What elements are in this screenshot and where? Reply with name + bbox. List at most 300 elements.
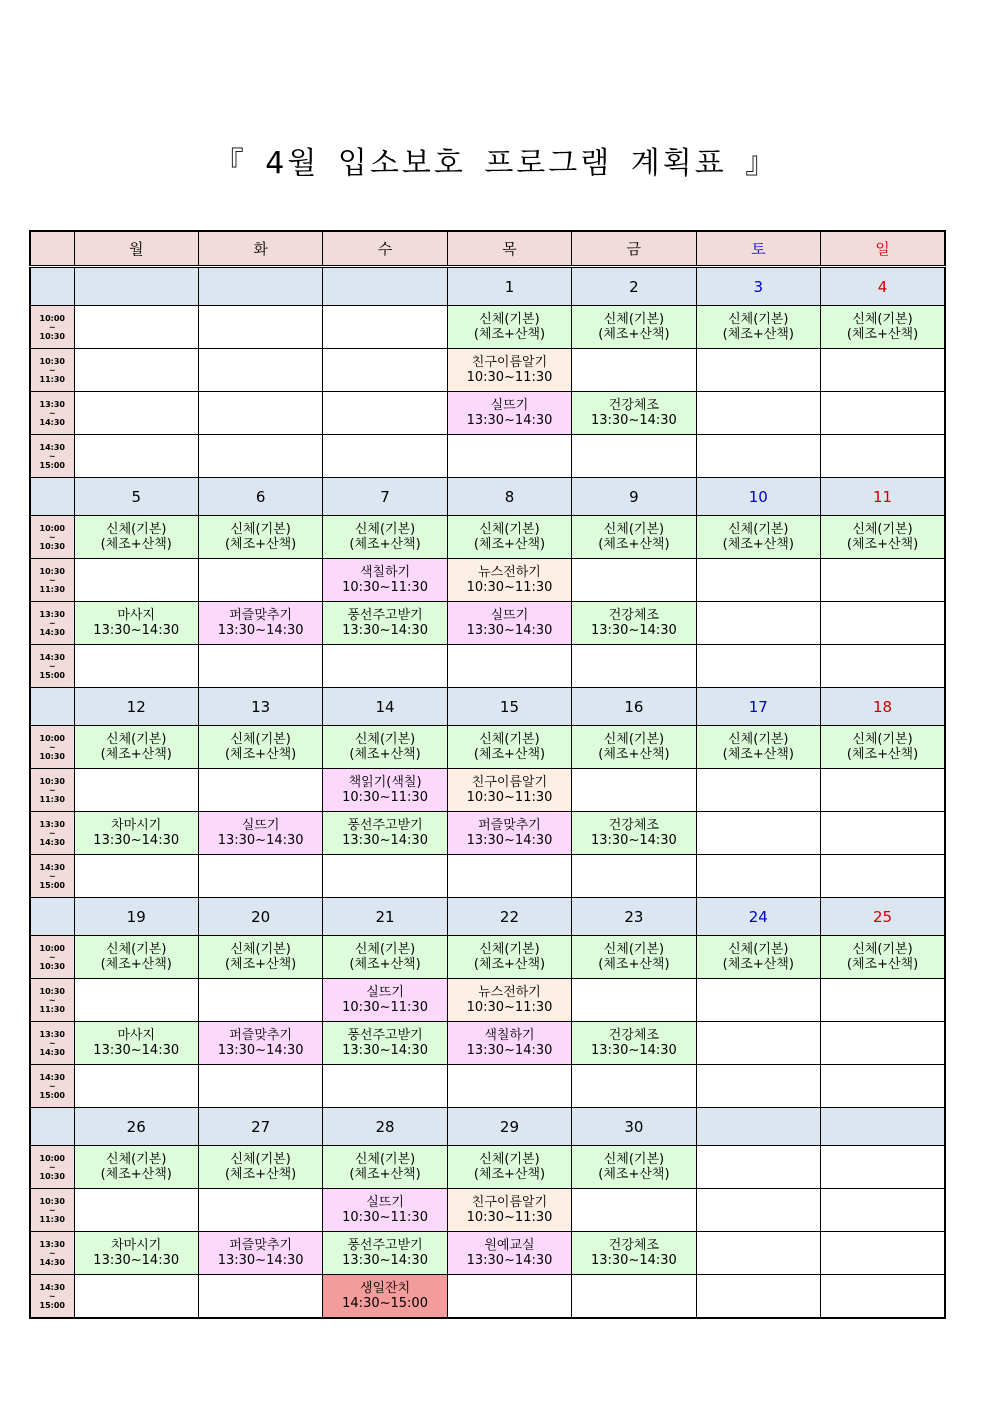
date-row	[30, 478, 945, 516]
date-row	[30, 267, 945, 306]
activity-name: 신체(기본)	[728, 732, 789, 747]
activity-detail: (체조+산책)	[100, 1167, 172, 1182]
empty-cell	[323, 349, 447, 392]
date-cell: 17	[696, 688, 820, 726]
time-slot-label-line: 10:30	[39, 1171, 65, 1181]
time-slot-label-line: 11:30	[39, 1214, 65, 1224]
activity-name: 건강체조	[608, 608, 660, 623]
empty-cell	[696, 1275, 820, 1319]
time-slot-row	[30, 435, 945, 478]
weekday-header-0: 월	[74, 231, 198, 267]
activity-name: 차마시기	[111, 818, 162, 833]
activity-detail: (체조+산책)	[224, 957, 297, 972]
activity-detail: (체조+산책)	[473, 537, 546, 552]
time-slot-label-line: 14:30	[39, 1257, 65, 1267]
time-slot-label	[30, 306, 74, 349]
activity-cell	[696, 516, 820, 559]
time-slot-label-line: ~	[48, 618, 56, 628]
activity-cell	[572, 936, 696, 979]
empty-cell	[447, 435, 571, 478]
date-cell	[198, 267, 322, 306]
activity-detail: 13:30~14:30	[466, 833, 553, 848]
activity-name: 신체(기본)	[479, 732, 540, 747]
activity-detail: 10:30~11:30	[466, 370, 553, 385]
time-slot-row	[30, 1189, 945, 1232]
activity-detail: (체조+산책)	[722, 747, 794, 762]
time-slot-label	[30, 435, 74, 478]
activity-cell	[572, 306, 696, 349]
activity-name: 신체(기본)	[479, 942, 540, 957]
activity-name: 실뜨기	[241, 818, 280, 833]
time-slot-row	[30, 979, 945, 1022]
activity-name: 풍선주고받기	[347, 1028, 423, 1043]
activity-name: 실뜨기	[366, 985, 404, 1000]
date-cell	[323, 267, 447, 306]
activity-detail: 13:30~14:30	[93, 833, 180, 848]
activity-name: 차마시기	[111, 1238, 162, 1253]
activity-name: 책읽기(색칠)	[348, 775, 422, 790]
date-cell: 1	[447, 267, 571, 306]
activity-name: 신체(기본)	[230, 942, 291, 957]
date-cell: 25	[821, 898, 945, 936]
time-slot-label-line: 10:30	[39, 986, 65, 996]
activity-name: 신체(기본)	[354, 1152, 416, 1167]
empty-cell	[198, 769, 322, 812]
empty-cell	[74, 1189, 198, 1232]
weekday-header-3: 목	[447, 231, 571, 267]
activity-detail: 10:30~11:30	[466, 1210, 553, 1225]
empty-cell	[198, 392, 322, 435]
date-row-corner	[30, 478, 74, 516]
empty-cell	[572, 769, 696, 812]
activity-cell	[572, 1232, 696, 1275]
activity-name: 건강체조	[608, 818, 660, 833]
empty-cell	[198, 435, 322, 478]
date-cell: 9	[572, 478, 696, 516]
time-slot-label	[30, 1275, 74, 1319]
time-slot-label-line: 14:30	[39, 417, 65, 427]
time-slot-label	[30, 602, 74, 645]
activity-detail: 10:30~11:30	[342, 1000, 428, 1015]
activity-name: 신체(기본)	[106, 1152, 167, 1167]
time-slot-label	[30, 645, 74, 688]
time-slot-row	[30, 349, 945, 392]
time-slot-label-line: 14:30	[39, 1072, 65, 1082]
activity-detail: (체조+산책)	[100, 747, 172, 762]
empty-cell	[198, 559, 322, 602]
activity-detail: (체조+산책)	[598, 537, 670, 552]
activity-detail: 10:30~11:30	[342, 1210, 428, 1225]
activity-detail: 13:30~14:30	[590, 1043, 677, 1058]
time-slot-label-line: ~	[48, 408, 56, 418]
date-row-corner	[30, 688, 74, 726]
date-cell: 23	[572, 898, 696, 936]
time-slot-label-line: ~	[48, 1038, 56, 1048]
empty-cell	[572, 1065, 696, 1108]
time-slot-label-line: 14:30	[39, 627, 65, 637]
empty-cell	[821, 855, 945, 898]
activity-cell	[198, 726, 322, 769]
activity-cell	[323, 1146, 447, 1189]
time-slot-label-line: 10:30	[39, 566, 65, 576]
activity-detail: 13:30~14:30	[590, 413, 677, 428]
empty-cell	[74, 392, 198, 435]
date-cell: 3	[696, 267, 820, 306]
activity-detail: 13:30~14:30	[342, 833, 428, 848]
date-row-corner	[30, 1108, 74, 1146]
activity-cell	[323, 1189, 447, 1232]
activity-name: 신체(기본)	[479, 1152, 540, 1167]
activity-cell	[323, 726, 447, 769]
time-slot-label-line: ~	[48, 661, 56, 671]
time-slot-row	[30, 559, 945, 602]
activity-cell	[198, 1146, 322, 1189]
activity-cell	[323, 602, 447, 645]
activity-name: 신체(기본)	[728, 942, 789, 957]
empty-cell	[74, 1065, 198, 1108]
time-slot-label-line: ~	[48, 952, 56, 962]
empty-cell	[696, 559, 820, 602]
activity-cell	[323, 979, 447, 1022]
activity-detail: (체조+산책)	[100, 957, 172, 972]
empty-cell	[74, 559, 198, 602]
time-slot-row	[30, 855, 945, 898]
activity-cell	[447, 769, 571, 812]
activity-cell	[74, 516, 198, 559]
time-slot-row	[30, 392, 945, 435]
activity-cell	[323, 812, 447, 855]
date-row	[30, 1108, 945, 1146]
activity-cell	[696, 726, 820, 769]
activity-cell	[447, 936, 571, 979]
time-slot-label	[30, 392, 74, 435]
time-slot-row	[30, 726, 945, 769]
date-cell: 26	[74, 1108, 198, 1146]
date-cell: 15	[447, 688, 571, 726]
activity-name: 원예교실	[484, 1238, 535, 1253]
empty-cell	[821, 979, 945, 1022]
empty-cell	[696, 1232, 820, 1275]
time-slot-label-line: 14:30	[39, 1047, 65, 1057]
activity-detail: 13:30~14:30	[217, 623, 304, 638]
activity-name: 마사지	[117, 608, 156, 623]
activity-cell	[323, 769, 447, 812]
activity-name: 신체(기본)	[852, 522, 913, 537]
activity-name: 퍼즐맞추기	[478, 818, 541, 833]
activity-cell	[323, 1232, 447, 1275]
time-slot-label-line: 10:30	[39, 541, 65, 551]
activity-detail: (체조+산책)	[224, 747, 297, 762]
activity-cell	[572, 812, 696, 855]
time-slot-label	[30, 726, 74, 769]
time-slot-label	[30, 349, 74, 392]
activity-name: 신체(기본)	[230, 522, 291, 537]
time-slot-label	[30, 812, 74, 855]
empty-cell	[447, 855, 571, 898]
time-slot-row	[30, 306, 945, 349]
time-slot-label-line: ~	[48, 785, 56, 795]
empty-cell	[323, 1065, 447, 1108]
activity-name: 퍼즐맞추기	[229, 1238, 293, 1253]
activity-name: 신체(기본)	[354, 942, 416, 957]
activity-detail: 13:30~14:30	[590, 1253, 677, 1268]
activity-name: 뉴스전하기	[478, 565, 541, 580]
activity-cell	[74, 1232, 198, 1275]
date-cell: 13	[198, 688, 322, 726]
activity-name: 신체(기본)	[603, 732, 665, 747]
activity-detail: 13:30~14:30	[342, 1253, 428, 1268]
empty-cell	[696, 979, 820, 1022]
empty-cell	[74, 645, 198, 688]
activity-name: 신체(기본)	[106, 732, 167, 747]
date-cell: 2	[572, 267, 696, 306]
date-cell: 19	[74, 898, 198, 936]
activity-detail: 13:30~14:30	[93, 623, 180, 638]
time-slot-label-line: 15:00	[39, 460, 65, 470]
activity-detail: 13:30~14:30	[466, 1253, 553, 1268]
date-cell: 7	[323, 478, 447, 516]
empty-cell	[447, 645, 571, 688]
time-slot-label-line: 15:00	[39, 880, 65, 890]
time-slot-label-line: 13:30	[39, 1239, 65, 1249]
activity-cell	[74, 726, 198, 769]
empty-cell	[696, 349, 820, 392]
activity-name: 신체(기본)	[852, 732, 913, 747]
time-slot-label-line: ~	[48, 1205, 56, 1215]
empty-cell	[696, 1065, 820, 1108]
activity-detail: 10:30~11:30	[342, 790, 428, 805]
date-cell: 21	[323, 898, 447, 936]
time-slot-label-line: ~	[48, 575, 56, 585]
page-title: 『 4월 입소보호 프로그램 계획표 』	[213, 146, 779, 181]
time-slot-label-line: 13:30	[39, 399, 65, 409]
activity-name: 건강체조	[608, 1028, 660, 1043]
empty-cell	[74, 306, 198, 349]
activity-detail: 13:30~14:30	[466, 1043, 553, 1058]
time-slot-label-line: 15:00	[39, 1300, 65, 1310]
date-row-corner	[30, 898, 74, 936]
activity-name: 신체(기본)	[106, 942, 167, 957]
empty-cell	[447, 1065, 571, 1108]
empty-cell	[696, 855, 820, 898]
date-cell	[696, 1108, 820, 1146]
date-cell	[74, 267, 198, 306]
activity-detail: (체조+산책)	[224, 1167, 297, 1182]
activity-cell	[74, 1022, 198, 1065]
time-slot-label-line: 10:00	[39, 313, 65, 323]
time-slot-label	[30, 1232, 74, 1275]
empty-cell	[821, 1275, 945, 1319]
time-slot-label-line: ~	[48, 1081, 56, 1091]
time-slot-label-line: ~	[48, 322, 56, 332]
activity-name: 신체(기본)	[603, 942, 665, 957]
activity-detail: (체조+산책)	[846, 537, 919, 552]
activity-cell	[447, 516, 571, 559]
empty-cell	[323, 392, 447, 435]
date-cell	[821, 1108, 945, 1146]
activity-cell	[447, 349, 571, 392]
empty-cell	[821, 349, 945, 392]
activity-detail: (체조+산책)	[598, 957, 670, 972]
activity-name: 실뜨기	[366, 1195, 404, 1210]
empty-cell	[821, 1065, 945, 1108]
activity-name: 신체(기본)	[728, 522, 789, 537]
activity-name: 신체(기본)	[479, 312, 540, 327]
activity-detail: 13:30~14:30	[466, 623, 553, 638]
time-slot-label-line: 13:30	[39, 609, 65, 619]
activity-detail: 14:30~15:00	[342, 1296, 428, 1311]
empty-cell	[74, 349, 198, 392]
empty-cell	[696, 602, 820, 645]
activity-detail: 13:30~14:30	[590, 623, 677, 638]
time-slot-label-line: 15:00	[39, 670, 65, 680]
time-slot-label	[30, 1146, 74, 1189]
time-slot-label-line: 10:00	[39, 733, 65, 743]
empty-cell	[821, 1022, 945, 1065]
date-cell: 11	[821, 478, 945, 516]
date-row	[30, 898, 945, 936]
empty-cell	[74, 435, 198, 478]
time-slot-label-line: 14:30	[39, 1282, 65, 1292]
activity-detail: (체조+산책)	[722, 537, 794, 552]
activity-cell	[74, 812, 198, 855]
time-slot-label	[30, 516, 74, 559]
date-cell: 6	[198, 478, 322, 516]
time-slot-row	[30, 1065, 945, 1108]
time-slot-label	[30, 1065, 74, 1108]
activity-cell	[198, 812, 322, 855]
time-slot-label-line: 10:00	[39, 1153, 65, 1163]
time-slot-label-line: 10:30	[39, 1196, 65, 1206]
activity-detail: (체조+산책)	[846, 747, 919, 762]
empty-cell	[696, 769, 820, 812]
activity-detail: 13:30~14:30	[93, 1043, 180, 1058]
activity-name: 풍선주고받기	[347, 608, 423, 623]
activity-cell	[323, 936, 447, 979]
activity-cell	[447, 1022, 571, 1065]
activity-cell	[323, 1275, 447, 1319]
empty-cell	[821, 769, 945, 812]
empty-cell	[323, 435, 447, 478]
date-cell: 10	[696, 478, 820, 516]
weekday-header-row	[30, 231, 945, 267]
empty-cell	[821, 392, 945, 435]
empty-cell	[696, 435, 820, 478]
time-slot-label-line: ~	[48, 995, 56, 1005]
time-slot-label-line: 10:30	[39, 961, 65, 971]
time-slot-label-line: 14:30	[39, 442, 65, 452]
activity-cell	[198, 1232, 322, 1275]
empty-cell	[696, 812, 820, 855]
empty-cell	[572, 855, 696, 898]
date-cell: 30	[572, 1108, 696, 1146]
date-row	[30, 688, 945, 726]
time-slot-label-line: ~	[48, 365, 56, 375]
empty-cell	[198, 855, 322, 898]
activity-name: 신체(기본)	[603, 1152, 665, 1167]
time-slot-row	[30, 602, 945, 645]
empty-cell	[572, 645, 696, 688]
activity-detail: (체조+산책)	[473, 327, 546, 342]
empty-cell	[198, 1275, 322, 1319]
time-slot-label-line: 13:30	[39, 1029, 65, 1039]
activity-detail: (체조+산책)	[846, 327, 919, 342]
weekday-header-6: 일	[821, 231, 945, 267]
activity-cell	[323, 516, 447, 559]
activity-detail: (체조+산책)	[349, 957, 421, 972]
activity-detail: 13:30~14:30	[342, 1043, 428, 1058]
weekday-header-5: 토	[696, 231, 820, 267]
activity-name: 건강체조	[608, 1238, 660, 1253]
activity-cell	[74, 602, 198, 645]
empty-cell	[821, 602, 945, 645]
time-slot-label-line: ~	[48, 828, 56, 838]
empty-cell	[74, 855, 198, 898]
activity-detail: (체조+산책)	[349, 747, 421, 762]
activity-detail: (체조+산책)	[224, 537, 297, 552]
empty-cell	[821, 812, 945, 855]
date-cell: 5	[74, 478, 198, 516]
activity-cell	[572, 1022, 696, 1065]
time-slot-row	[30, 1275, 945, 1319]
date-cell: 20	[198, 898, 322, 936]
activity-cell	[74, 936, 198, 979]
activity-name: 신체(기본)	[603, 522, 665, 537]
activity-name: 친구이름알기	[471, 1195, 548, 1210]
time-slot-label	[30, 855, 74, 898]
time-slot-label-line: 10:30	[39, 356, 65, 366]
time-slot-label	[30, 936, 74, 979]
activity-name: 신체(기본)	[852, 942, 913, 957]
empty-cell	[821, 435, 945, 478]
date-cell: 22	[447, 898, 571, 936]
time-slot-row	[30, 645, 945, 688]
empty-cell	[74, 979, 198, 1022]
activity-name: 신체(기본)	[603, 312, 665, 327]
time-slot-label	[30, 769, 74, 812]
activity-cell	[198, 1022, 322, 1065]
time-slot-row	[30, 1146, 945, 1189]
empty-cell	[572, 559, 696, 602]
date-cell: 29	[447, 1108, 571, 1146]
activity-cell	[572, 392, 696, 435]
time-slot-row	[30, 812, 945, 855]
activity-name: 신체(기본)	[354, 732, 416, 747]
empty-cell	[323, 645, 447, 688]
date-cell: 12	[74, 688, 198, 726]
empty-cell	[198, 1189, 322, 1232]
time-slot-label-line: 10:00	[39, 943, 65, 953]
empty-cell	[572, 979, 696, 1022]
activity-cell	[198, 602, 322, 645]
time-slot-label-line: 10:00	[39, 523, 65, 533]
activity-detail: 10:30~11:30	[466, 580, 553, 595]
activity-cell	[447, 726, 571, 769]
activity-name: 건강체조	[608, 398, 660, 413]
activity-detail: (체조+산책)	[100, 537, 172, 552]
activity-detail: 13:30~14:30	[466, 413, 553, 428]
empty-cell	[821, 645, 945, 688]
activity-cell	[447, 559, 571, 602]
activity-name: 뉴스전하기	[478, 985, 541, 1000]
activity-name: 신체(기본)	[852, 312, 913, 327]
activity-name: 생일잔치	[359, 1281, 411, 1296]
time-slot-label-line: ~	[48, 742, 56, 752]
activity-detail: (체조+산책)	[846, 957, 919, 972]
empty-cell	[572, 1275, 696, 1319]
activity-cell	[198, 516, 322, 559]
activity-cell	[572, 1146, 696, 1189]
